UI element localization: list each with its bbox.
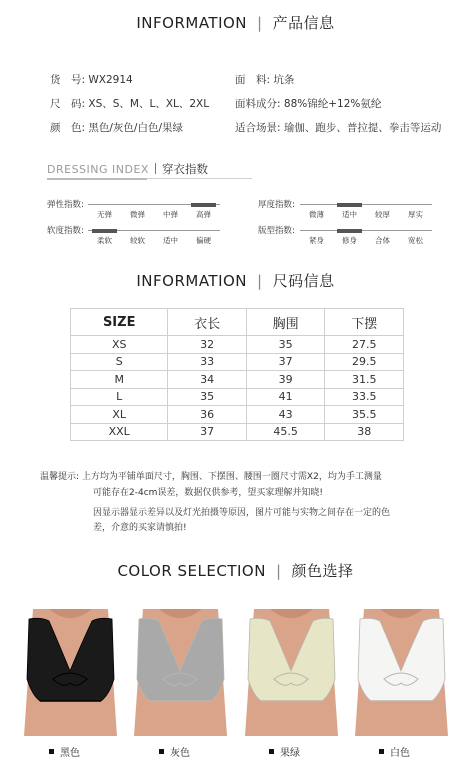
note-line-1: [40, 469, 382, 485]
elasticity-index-option: 中弹: [163, 210, 178, 219]
elasticity-index-marker: [191, 203, 216, 207]
spec-fabric-label: 面 料:: [235, 74, 271, 86]
fit-index-option: 宽松: [408, 236, 423, 245]
spec-scene-value: 瑜伽、跑步、普拉提、拳击等运动: [283, 122, 442, 134]
cell-bust: 39: [246, 371, 325, 389]
table-row: [71, 371, 404, 389]
note-text-1: 上方均为平铺单面尺寸，胸围、下摆围、腰围一圈尺寸需X2，均为手工测量: [81, 472, 382, 482]
spec-composition-label: 面料成分:: [235, 98, 281, 110]
thickness-index-marker: [337, 203, 362, 207]
spec-size-label: 尺 码:: [50, 98, 86, 110]
cell-bust: 41: [246, 388, 325, 406]
header-size: SIZE: [71, 309, 168, 336]
softness-index-option: 较软: [130, 236, 145, 245]
table-row: [71, 336, 404, 354]
swatch-name: 灰色: [170, 748, 190, 759]
cell-bust: 37: [246, 353, 325, 371]
cell-length: 32: [168, 336, 247, 354]
info-title-en: INFORMATION: [136, 14, 248, 32]
thickness-index-line: [300, 204, 432, 205]
spec-scene: [235, 120, 441, 135]
fit-index-marker: [337, 229, 362, 233]
swatch-name: 果绿: [280, 748, 300, 759]
title-separator: |: [257, 14, 263, 32]
cell-hem: 35.5: [325, 406, 404, 424]
swatch-label-gray[interactable]: [159, 744, 190, 759]
spec-size-value: XS、S、M、L、XL、2XL: [88, 98, 210, 110]
elasticity-index-option: 无弹: [97, 210, 112, 219]
cell-length: 34: [168, 371, 247, 389]
table-row: [71, 388, 404, 406]
size-title-en: INFORMATION: [136, 272, 248, 290]
softness-index-marker: [92, 229, 117, 233]
cell-bust: 35: [246, 336, 325, 354]
dressing-index-en: DRESSING INDEX: [47, 163, 149, 176]
cell-size: XXL: [71, 423, 168, 441]
cell-size: XS: [71, 336, 168, 354]
color-section-title: [0, 560, 471, 581]
softness-index-option: 偏硬: [196, 236, 211, 245]
size-section-title: [0, 270, 471, 291]
swatch-name: 黑色: [60, 748, 80, 759]
fit-index-label: 版型指数:: [258, 226, 295, 236]
color-title-zh: 颜色选择: [291, 562, 354, 580]
table-row: [71, 423, 404, 441]
cell-hem: 31.5: [325, 371, 404, 389]
fit-index-option: 合体: [375, 236, 390, 245]
header-hem: 下摆: [325, 309, 404, 336]
swatch-label-black[interactable]: [49, 744, 80, 759]
spec-color-value: 黑色/灰色/白色/果绿: [88, 122, 184, 134]
size-table-header: [71, 309, 404, 336]
elasticity-index-label: 弹性指数:: [47, 200, 84, 210]
cell-length: 36: [168, 406, 247, 424]
spec-color-label: 颜 色:: [50, 122, 86, 134]
product-photo[interactable]: [19, 609, 122, 736]
cell-bust: 45.5: [246, 423, 325, 441]
spec-composition: [235, 96, 381, 111]
bullet-icon: [49, 749, 54, 754]
spec-model-label: 货 号:: [50, 74, 86, 86]
note-line-4: 差，介意的买家请慎拍!: [93, 523, 187, 533]
size-title-zh: 尺码信息: [272, 272, 335, 290]
spec-fabric-value: 坑条: [273, 74, 295, 86]
bullet-icon: [159, 749, 164, 754]
swatch-label-green[interactable]: [269, 744, 300, 759]
softness-index-option: 适中: [163, 236, 178, 245]
cell-size: S: [71, 353, 168, 371]
note-prefix: 温馨提示:: [40, 472, 80, 482]
dressing-index-zh: 穿衣指数: [161, 162, 208, 176]
cell-size: L: [71, 388, 168, 406]
product-photo[interactable]: [240, 609, 343, 736]
cell-size: M: [71, 371, 168, 389]
spec-color: [50, 120, 183, 135]
elasticity-index-option: 高弹: [196, 210, 211, 219]
bullet-icon: [269, 749, 274, 754]
swatch-name: 白色: [390, 748, 410, 759]
info-section-title: [0, 12, 471, 33]
spec-model-value: WX2914: [88, 74, 133, 86]
spec-scene-label: 适合场景:: [235, 122, 281, 134]
swatch-label-white[interactable]: [379, 744, 410, 759]
dressing-divider: [155, 163, 156, 174]
cell-size: XL: [71, 406, 168, 424]
cell-bust: 43: [246, 406, 325, 424]
thickness-index-option: 微薄: [309, 210, 324, 219]
bullet-icon: [379, 749, 384, 754]
thickness-index-option: 厚实: [408, 210, 423, 219]
header-length: 衣长: [168, 309, 247, 336]
table-row: [71, 406, 404, 424]
fit-index-line: [300, 230, 432, 231]
cell-hem: 38: [325, 423, 404, 441]
size-table: [70, 308, 404, 441]
product-photo[interactable]: [350, 609, 453, 736]
color-title-en: COLOR SELECTION: [117, 562, 266, 580]
note-line-3: 因显示器显示差异以及灯光拍摄等原因，图片可能与实物之间存在一定的色: [93, 508, 391, 518]
header-bust: 胸围: [246, 309, 325, 336]
elasticity-index-option: 微弹: [130, 210, 145, 219]
spec-size: [50, 96, 209, 111]
softness-index-label: 软度指数:: [47, 226, 84, 236]
cell-hem: 27.5: [325, 336, 404, 354]
table-row: [71, 353, 404, 371]
cell-length: 37: [168, 423, 247, 441]
cell-length: 33: [168, 353, 247, 371]
product-photo[interactable]: [129, 609, 232, 736]
cell-hem: 29.5: [325, 353, 404, 371]
dressing-underline: [47, 178, 147, 180]
info-title-zh: 产品信息: [272, 14, 335, 32]
fit-index-option: 修身: [342, 236, 357, 245]
dressing-index-header: [47, 158, 252, 179]
thickness-index-option: 适中: [342, 210, 357, 219]
note-line-2: 可能存在2-4cm误差，数据仅供参考，望买家理解并知晓!: [93, 488, 324, 498]
softness-index-option: 柔软: [97, 236, 112, 245]
title-separator: |: [275, 562, 282, 580]
thickness-index-label: 厚度指数:: [258, 200, 295, 210]
spec-model: [50, 72, 133, 87]
spec-composition-value: 88%锦纶+12%氨纶: [283, 98, 382, 110]
thickness-index-option: 较厚: [375, 210, 390, 219]
fit-index-option: 紧身: [309, 236, 324, 245]
title-separator: |: [257, 272, 263, 290]
spec-fabric: [235, 72, 294, 87]
cell-hem: 33.5: [325, 388, 404, 406]
cell-length: 35: [168, 388, 247, 406]
